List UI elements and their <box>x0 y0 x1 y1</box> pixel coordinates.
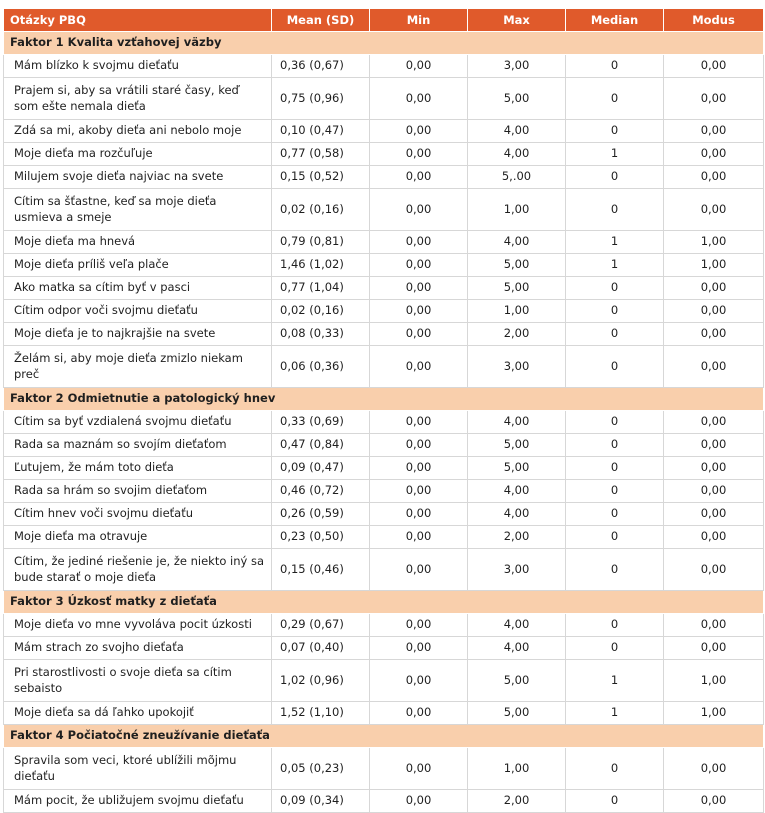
modus-cell: 0,00 <box>664 526 764 549</box>
min-cell: 0,00 <box>370 790 468 813</box>
mean-sd-cell: 0,36 (0,67) <box>272 55 370 78</box>
mean-sd-cell: 0,07 (0,40) <box>272 637 370 660</box>
max-cell: 5,00 <box>468 660 566 702</box>
min-cell: 0,00 <box>370 55 468 78</box>
mean-sd-cell: 0,09 (0,47) <box>272 457 370 480</box>
modus-cell: 0,00 <box>664 480 764 503</box>
table-row <box>4 411 764 434</box>
header-max: Max <box>468 9 566 32</box>
median-cell: 0 <box>566 346 664 388</box>
max-cell: 1,00 <box>468 748 566 790</box>
mean-sd-cell: 0,23 (0,50) <box>272 526 370 549</box>
mean-sd-cell: 0,29 (0,67) <box>272 614 370 637</box>
mean-sd-cell: 0,06 (0,36) <box>272 346 370 388</box>
min-cell: 0,00 <box>370 411 468 434</box>
max-cell: 3,00 <box>468 55 566 78</box>
median-cell: 0 <box>566 323 664 346</box>
min-cell: 0,00 <box>370 231 468 254</box>
median-cell: 0 <box>566 166 664 189</box>
max-cell: 4,00 <box>468 120 566 143</box>
table-row <box>4 660 764 702</box>
table-row <box>4 614 764 637</box>
modus-cell: 1,00 <box>664 254 764 277</box>
header-mean: Mean (SD) <box>272 9 370 32</box>
modus-cell: 0,00 <box>664 166 764 189</box>
median-cell: 0 <box>566 411 664 434</box>
header-median: Median <box>566 9 664 32</box>
min-cell: 0,00 <box>370 748 468 790</box>
table-row <box>4 503 764 526</box>
max-cell: 1,00 <box>468 300 566 323</box>
max-cell: 5,00 <box>468 457 566 480</box>
mean-sd-cell: 0,15 (0,46) <box>272 549 370 591</box>
max-cell: 5,00 <box>468 78 566 120</box>
mean-sd-cell: 1,02 (0,96) <box>272 660 370 702</box>
question-cell: Moje dieťa sa dá ľahko upokojiť <box>4 702 272 725</box>
table-row <box>4 457 764 480</box>
modus-cell: 0,00 <box>664 300 764 323</box>
min-cell: 0,00 <box>370 300 468 323</box>
factor-row <box>4 591 764 614</box>
clipped-caption-strip <box>0 0 765 8</box>
mean-sd-cell: 0,09 (0,34) <box>272 790 370 813</box>
question-cell: Moje dieťa príliš veľa plače <box>4 254 272 277</box>
header-min: Min <box>370 9 468 32</box>
max-cell: 2,00 <box>468 323 566 346</box>
max-cell: 5,00 <box>468 277 566 300</box>
mean-sd-cell: 0,75 (0,96) <box>272 78 370 120</box>
modus-cell: 0,00 <box>664 323 764 346</box>
min-cell: 0,00 <box>370 480 468 503</box>
question-cell: Moje dieťa ma otravuje <box>4 526 272 549</box>
table-row <box>4 549 764 591</box>
mean-sd-cell: 0,79 (0,81) <box>272 231 370 254</box>
question-cell: Rada sa hrám so svojim dieťaťom <box>4 480 272 503</box>
median-cell: 0 <box>566 300 664 323</box>
modus-cell: 1,00 <box>664 231 764 254</box>
mean-sd-cell: 0,26 (0,59) <box>272 503 370 526</box>
table-row <box>4 790 764 813</box>
min-cell: 0,00 <box>370 457 468 480</box>
modus-cell: 1,00 <box>664 702 764 725</box>
table-row <box>4 143 764 166</box>
min-cell: 0,00 <box>370 143 468 166</box>
min-cell: 0,00 <box>370 254 468 277</box>
question-cell: Mám pocit, že ubližujem svojmu dieťaťu <box>4 790 272 813</box>
median-cell: 0 <box>566 614 664 637</box>
max-cell: 4,00 <box>468 480 566 503</box>
factor-title: Faktor 4 Počiatočné zneužívanie dieťaťa <box>4 725 764 748</box>
max-cell: 4,00 <box>468 503 566 526</box>
median-cell: 0 <box>566 526 664 549</box>
factor-row <box>4 32 764 55</box>
modus-cell: 0,00 <box>664 346 764 388</box>
max-cell: 5,00 <box>468 434 566 457</box>
question-cell: Ako matka sa cítim byť v pasci <box>4 277 272 300</box>
min-cell: 0,00 <box>370 702 468 725</box>
question-cell: Moje dieťa ma rozčuľuje <box>4 143 272 166</box>
median-cell: 0 <box>566 120 664 143</box>
modus-cell: 0,00 <box>664 434 764 457</box>
table-body <box>4 32 764 813</box>
max-cell: 4,00 <box>468 614 566 637</box>
modus-cell: 0,00 <box>664 614 764 637</box>
max-cell: 5,.00 <box>468 166 566 189</box>
min-cell: 0,00 <box>370 526 468 549</box>
pbq-results-table <box>3 8 764 813</box>
min-cell: 0,00 <box>370 277 468 300</box>
question-cell: Mám blízko k svojmu dieťaťu <box>4 55 272 78</box>
min-cell: 0,00 <box>370 166 468 189</box>
min-cell: 0,00 <box>370 503 468 526</box>
max-cell: 4,00 <box>468 637 566 660</box>
median-cell: 0 <box>566 277 664 300</box>
mean-sd-cell: 0,02 (0,16) <box>272 300 370 323</box>
min-cell: 0,00 <box>370 637 468 660</box>
min-cell: 0,00 <box>370 346 468 388</box>
mean-sd-cell: 0,15 (0,52) <box>272 166 370 189</box>
max-cell: 1,00 <box>468 189 566 231</box>
question-cell: Rada sa maznám so svojím dieťaťom <box>4 434 272 457</box>
question-cell: Ľutujem, že mám toto dieťa <box>4 457 272 480</box>
max-cell: 5,00 <box>468 254 566 277</box>
median-cell: 0 <box>566 480 664 503</box>
table-row <box>4 78 764 120</box>
max-cell: 2,00 <box>468 790 566 813</box>
modus-cell: 0,00 <box>664 457 764 480</box>
median-cell: 0 <box>566 434 664 457</box>
modus-cell: 0,00 <box>664 277 764 300</box>
modus-cell: 0,00 <box>664 120 764 143</box>
factor-row <box>4 725 764 748</box>
table-row <box>4 55 764 78</box>
modus-cell: 0,00 <box>664 189 764 231</box>
table-row <box>4 277 764 300</box>
modus-cell: 0,00 <box>664 549 764 591</box>
table-header-row <box>4 9 764 32</box>
table-row <box>4 434 764 457</box>
question-cell: Moje dieťa vo mne vyvoláva pocit úzkosti <box>4 614 272 637</box>
question-cell: Milujem svoje dieťa najviac na svete <box>4 166 272 189</box>
median-cell: 1 <box>566 143 664 166</box>
median-cell: 0 <box>566 637 664 660</box>
min-cell: 0,00 <box>370 189 468 231</box>
median-cell: 0 <box>566 790 664 813</box>
mean-sd-cell: 1,52 (1,10) <box>272 702 370 725</box>
max-cell: 2,00 <box>468 526 566 549</box>
table-row <box>4 323 764 346</box>
modus-cell: 0,00 <box>664 637 764 660</box>
mean-sd-cell: 0,02 (0,16) <box>272 189 370 231</box>
min-cell: 0,00 <box>370 323 468 346</box>
mean-sd-cell: 0,08 (0,33) <box>272 323 370 346</box>
mean-sd-cell: 0,77 (1,04) <box>272 277 370 300</box>
max-cell: 3,00 <box>468 549 566 591</box>
min-cell: 0,00 <box>370 660 468 702</box>
mean-sd-cell: 0,05 (0,23) <box>272 748 370 790</box>
min-cell: 0,00 <box>370 434 468 457</box>
question-cell: Cítim, že jediné riešenie je, že niekto iný sa bude starať o moje dieťa <box>4 549 272 591</box>
question-cell: Moje dieťa ma hnevá <box>4 231 272 254</box>
max-cell: 4,00 <box>468 411 566 434</box>
modus-cell: 0,00 <box>664 55 764 78</box>
header-modus: Modus <box>664 9 764 32</box>
mean-sd-cell: 0,46 (0,72) <box>272 480 370 503</box>
factor-row <box>4 388 764 411</box>
mean-sd-cell: 0,10 (0,47) <box>272 120 370 143</box>
median-cell: 0 <box>566 549 664 591</box>
median-cell: 1 <box>566 660 664 702</box>
median-cell: 0 <box>566 503 664 526</box>
table-row <box>4 637 764 660</box>
table-row <box>4 254 764 277</box>
table-row <box>4 300 764 323</box>
median-cell: 0 <box>566 457 664 480</box>
factor-title: Faktor 2 Odmietnutie a patologický hnev <box>4 388 764 411</box>
median-cell: 0 <box>566 78 664 120</box>
table-row <box>4 166 764 189</box>
table-row <box>4 480 764 503</box>
min-cell: 0,00 <box>370 120 468 143</box>
max-cell: 5,00 <box>468 702 566 725</box>
question-cell: Zdá sa mi, akoby dieťa ani nebolo moje <box>4 120 272 143</box>
table-row <box>4 189 764 231</box>
median-cell: 1 <box>566 254 664 277</box>
median-cell: 1 <box>566 702 664 725</box>
min-cell: 0,00 <box>370 549 468 591</box>
min-cell: 0,00 <box>370 614 468 637</box>
modus-cell: 0,00 <box>664 790 764 813</box>
question-cell: Spravila som veci, ktoré ublížili mõjmu dieťaťu <box>4 748 272 790</box>
question-cell: Cítim sa šťastne, keď sa moje dieťa usmieva a smeje <box>4 189 272 231</box>
question-cell: Cítim sa byť vzdialená svojmu dieťaťu <box>4 411 272 434</box>
question-cell: Moje dieťa je to najkrajšie na svete <box>4 323 272 346</box>
question-cell: Mám strach zo svojho dieťaťa <box>4 637 272 660</box>
mean-sd-cell: 0,77 (0,58) <box>272 143 370 166</box>
mean-sd-cell: 1,46 (1,02) <box>272 254 370 277</box>
modus-cell: 0,00 <box>664 143 764 166</box>
factor-title: Faktor 3 Úzkosť matky z dieťaťa <box>4 591 764 614</box>
question-cell: Pri starostlivosti o svoje dieťa sa cítim sebaisto <box>4 660 272 702</box>
modus-cell: 0,00 <box>664 748 764 790</box>
table-row <box>4 526 764 549</box>
modus-cell: 0,00 <box>664 411 764 434</box>
max-cell: 4,00 <box>468 143 566 166</box>
question-cell: Prajem si, aby sa vrátili staré časy, keď som ešte nemala dieťa <box>4 78 272 120</box>
max-cell: 3,00 <box>468 346 566 388</box>
table-row <box>4 702 764 725</box>
modus-cell: 1,00 <box>664 660 764 702</box>
median-cell: 0 <box>566 55 664 78</box>
mean-sd-cell: 0,47 (0,84) <box>272 434 370 457</box>
mean-sd-cell: 0,33 (0,69) <box>272 411 370 434</box>
modus-cell: 0,00 <box>664 503 764 526</box>
max-cell: 4,00 <box>468 231 566 254</box>
question-cell: Cítim hnev voči svojmu dieťaťu <box>4 503 272 526</box>
median-cell: 0 <box>566 189 664 231</box>
min-cell: 0,00 <box>370 78 468 120</box>
question-cell: Cítim odpor voči svojmu dieťaťu <box>4 300 272 323</box>
table-row <box>4 748 764 790</box>
header-question: Otázky PBQ <box>4 9 272 32</box>
median-cell: 0 <box>566 748 664 790</box>
factor-title: Faktor 1 Kvalita vzťahovej väzby <box>4 32 764 55</box>
modus-cell: 0,00 <box>664 78 764 120</box>
table-row <box>4 346 764 388</box>
table-row <box>4 231 764 254</box>
question-cell: Želám si, aby moje dieťa zmizlo niekam preč <box>4 346 272 388</box>
median-cell: 1 <box>566 231 664 254</box>
table-row <box>4 120 764 143</box>
